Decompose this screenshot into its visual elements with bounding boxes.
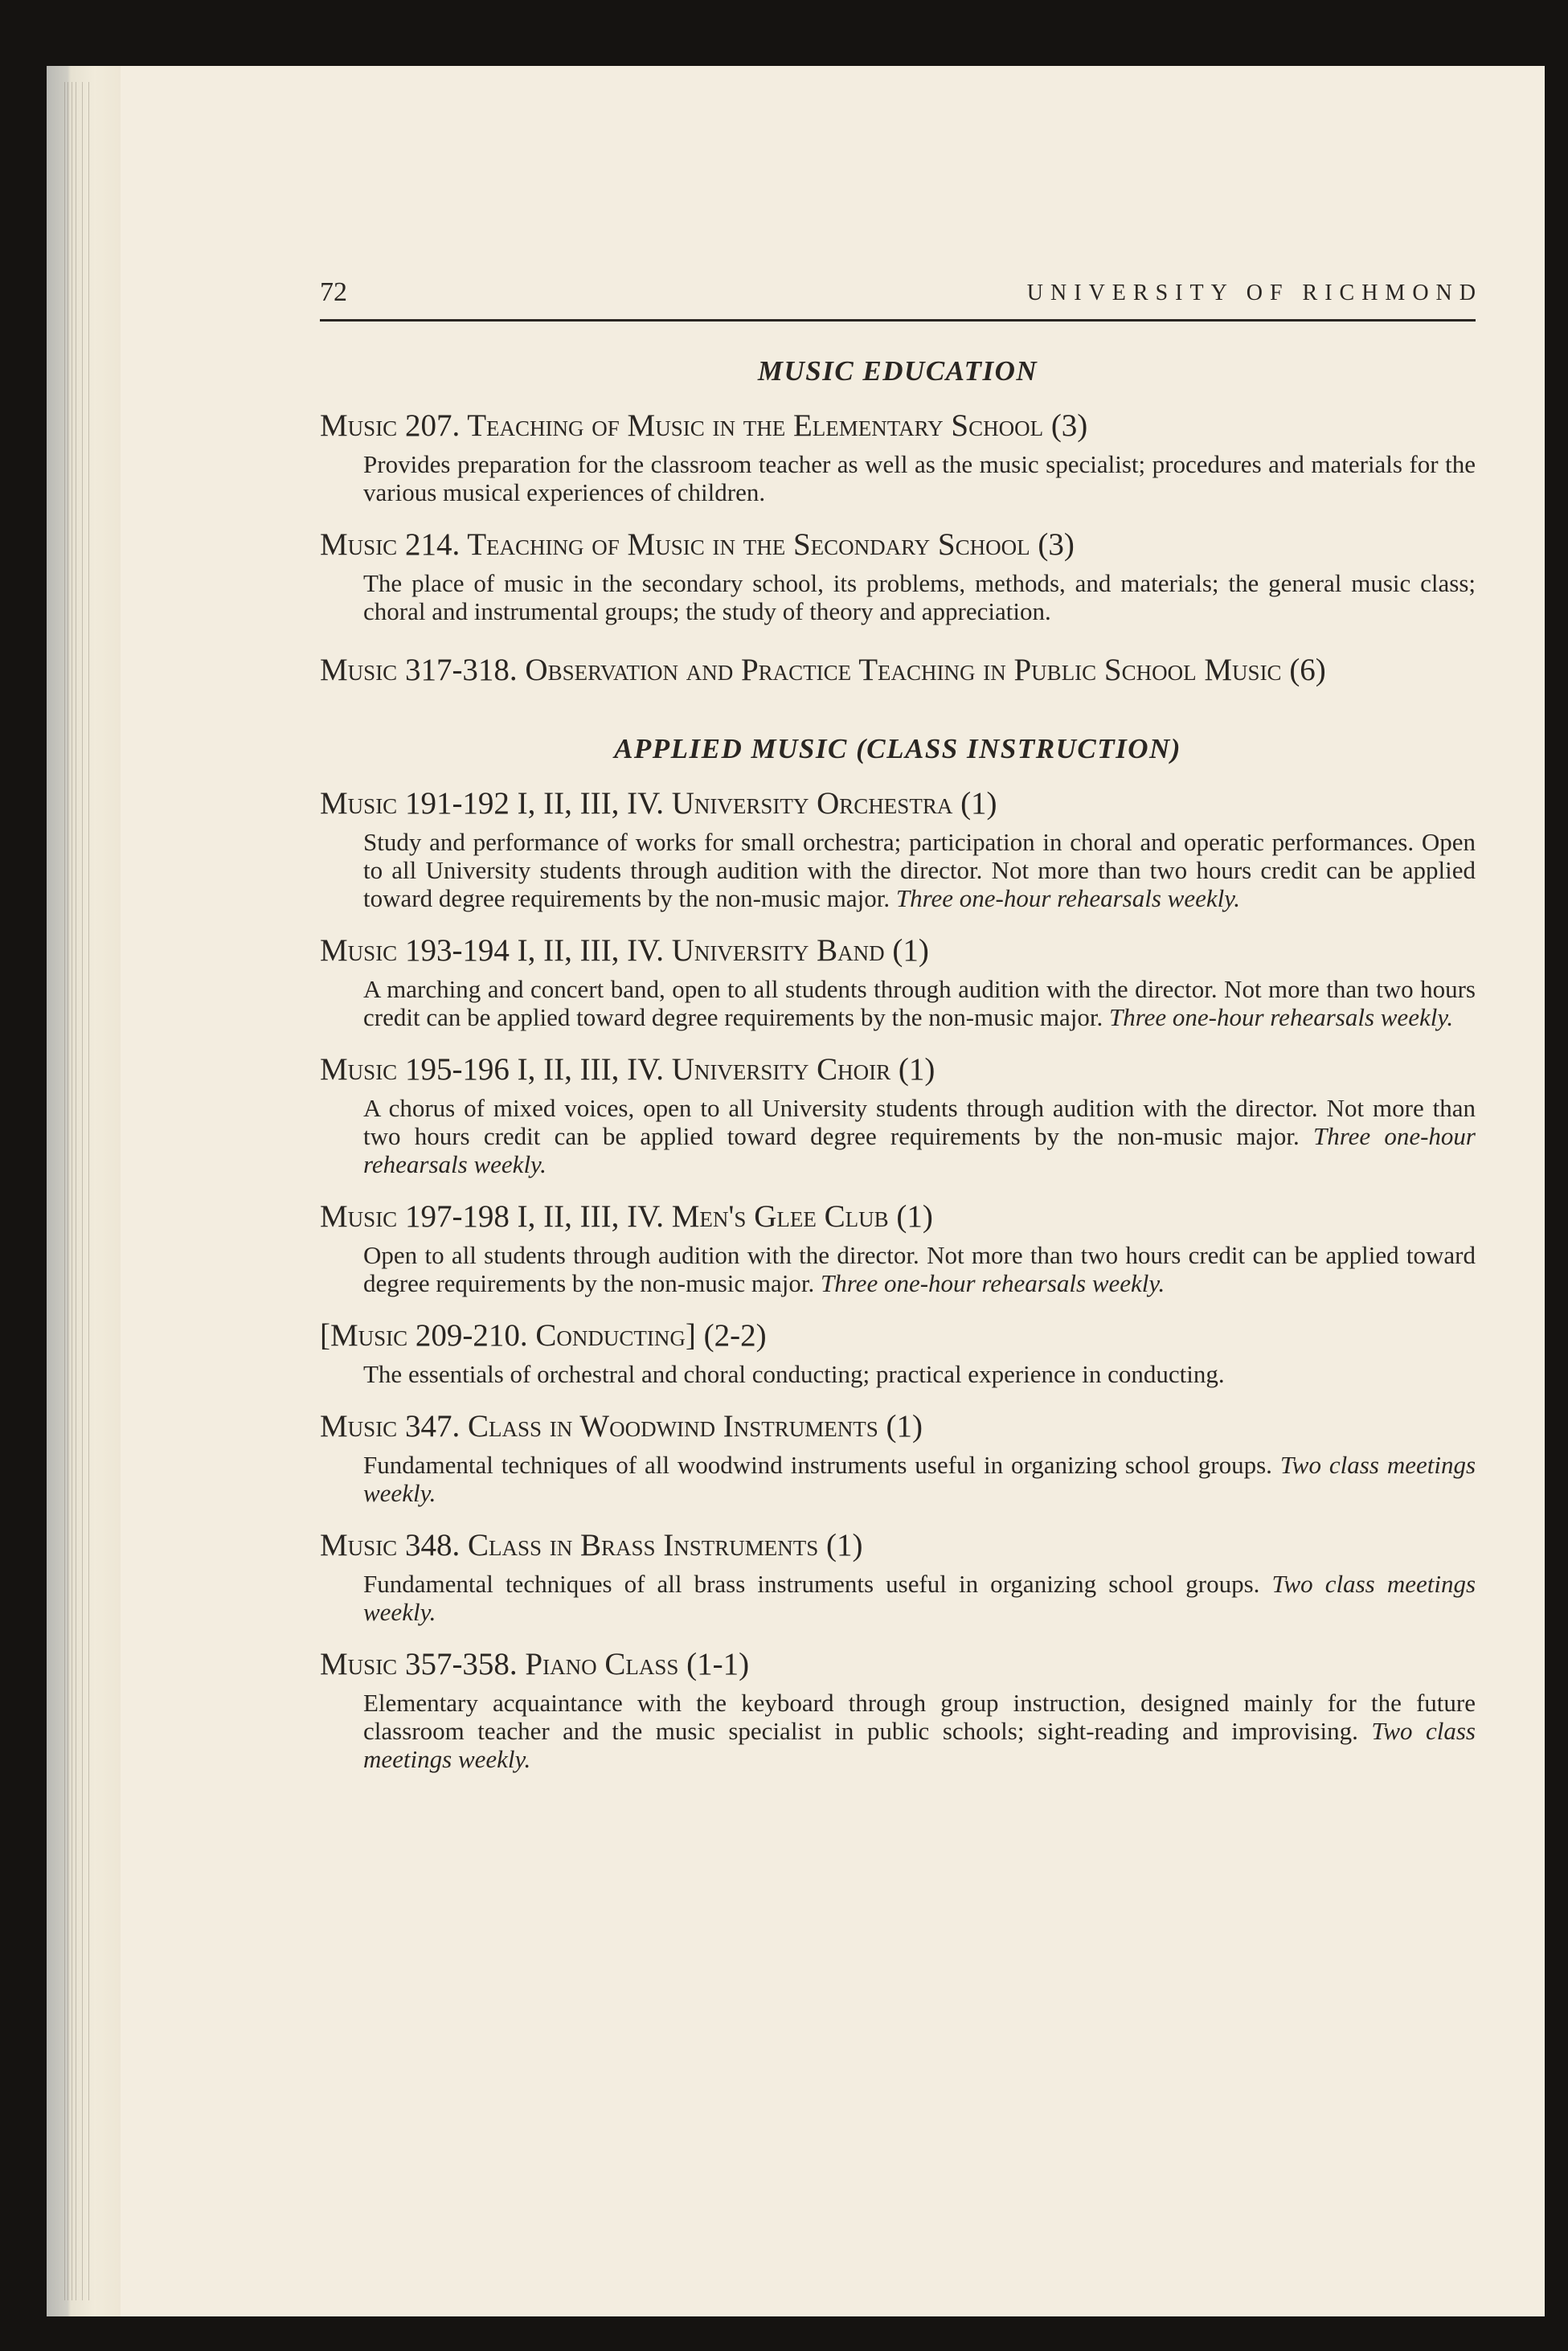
course-entry (320, 649, 1476, 691)
journal-title: UNIVERSITY OF RICHMOND (1026, 281, 1483, 305)
page-content (320, 276, 1483, 1773)
course-description: A chorus of mixed voices, open to all University students through audition with the director. Not more than two hours credit can be applied toward degree requirements by the non-music major. Three one-hour rehearsals weekly. (363, 1094, 1476, 1178)
course-entry (320, 1049, 1476, 1178)
course-title: Music 317-318. Observation and Practice Teaching in Public School Music (6) (320, 653, 1326, 687)
course-entry (320, 524, 1476, 625)
course-entry (320, 1196, 1476, 1297)
course-entry (320, 783, 1476, 912)
course-description: Fundamental techniques of all brass instruments useful in organizing school groups. Two class meetings weekly. (363, 1570, 1476, 1626)
course-title: Music 347. Class in Woodwind Instruments (1) (320, 1409, 923, 1444)
course-entry (320, 1525, 1476, 1626)
course-description: Elementary acquaintance with the keyboard through group instruction, designed mainly for the future classroom teacher and the music specialist in public schools; sight-reading and improvising. Two class meetings weekly. (363, 1689, 1476, 1773)
course-note: Two class meetings weekly. (363, 1717, 1476, 1773)
course-description: The place of music in the secondary school, its problems, methods, and materials; the general music class; choral and instrumental groups; the study of theory and appreciation. (363, 569, 1476, 625)
course-description: The essentials of orchestral and choral conducting; practical experience in conducting. (363, 1360, 1225, 1388)
course-description: Fundamental techniques of all woodwind instruments useful in organizing school groups. Two class meetings weekly. (363, 1451, 1476, 1507)
course-note: Two class meetings weekly. (363, 1570, 1476, 1626)
course-entry (320, 405, 1476, 506)
course-title: Music 197-198 I, II, III, IV. Men's Glee Club (1) (320, 1199, 933, 1234)
course-title: Music 191-192 I, II, III, IV. University Orchestra (1) (320, 786, 997, 821)
course-entry (320, 1644, 1476, 1773)
course-note: Two class meetings weekly. (363, 1451, 1476, 1507)
course-note: Three one-hour rehearsals weekly. (895, 884, 1241, 912)
course-title: Music 357-358. Piano Class (1-1) (320, 1647, 750, 1681)
course-description: A marching and concert band, open to all students through audition with the director. Not more than two hours credit can be applied toward degree requirements by the non-music major. Three one-hour rehearsals weekly. (363, 975, 1476, 1031)
page-edge-stack (47, 66, 127, 2316)
running-head (320, 276, 1483, 322)
course-description: Provides preparation for the classroom teacher as well as the music specialist; procedures and materials for the various musical experiences of children. (363, 450, 1476, 506)
section-heading-applied-music: APPLIED MUSIC (CLASS INSTRUCTION) (614, 733, 1181, 764)
course-entry (320, 1406, 1476, 1507)
course-note: Three one-hour rehearsals weekly. (821, 1269, 1165, 1297)
course-entry (320, 1315, 1476, 1388)
course-title: Music 214. Teaching of Music in the Secondary School (3) (320, 527, 1075, 562)
page-number: 72 (320, 277, 347, 307)
course-title: Music 348. Class in Brass Instruments (1) (320, 1528, 863, 1563)
course-title: [Music 209-210. Conducting] (2-2) (320, 1318, 767, 1353)
section-heading-music-education: MUSIC EDUCATION (757, 355, 1038, 387)
course-description: Study and performance of works for small orchestra; participation in choral and operatic performances. Open to all University students through audition with the director. Not more than two hours credit can be applied toward degree requirements by the non-music major. Three one-hour rehearsals weekly. (363, 828, 1476, 912)
course-description: Open to all students through audition with the director. Not more than two hours credit can be applied toward degree requirements by the non-music major. Three one-hour rehearsals weekly. (363, 1241, 1476, 1297)
course-note: Three one-hour rehearsals weekly. (363, 1122, 1476, 1178)
course-title: Music 193-194 I, II, III, IV. University Band (1) (320, 933, 929, 968)
course-entry (320, 930, 1476, 1031)
course-title: Music 195-196 I, II, III, IV. University Choir (1) (320, 1052, 935, 1087)
course-note: Three one-hour rehearsals weekly. (1108, 1003, 1454, 1031)
course-title: Music 207. Teaching of Music in the Elementary School (3) (320, 408, 1088, 443)
